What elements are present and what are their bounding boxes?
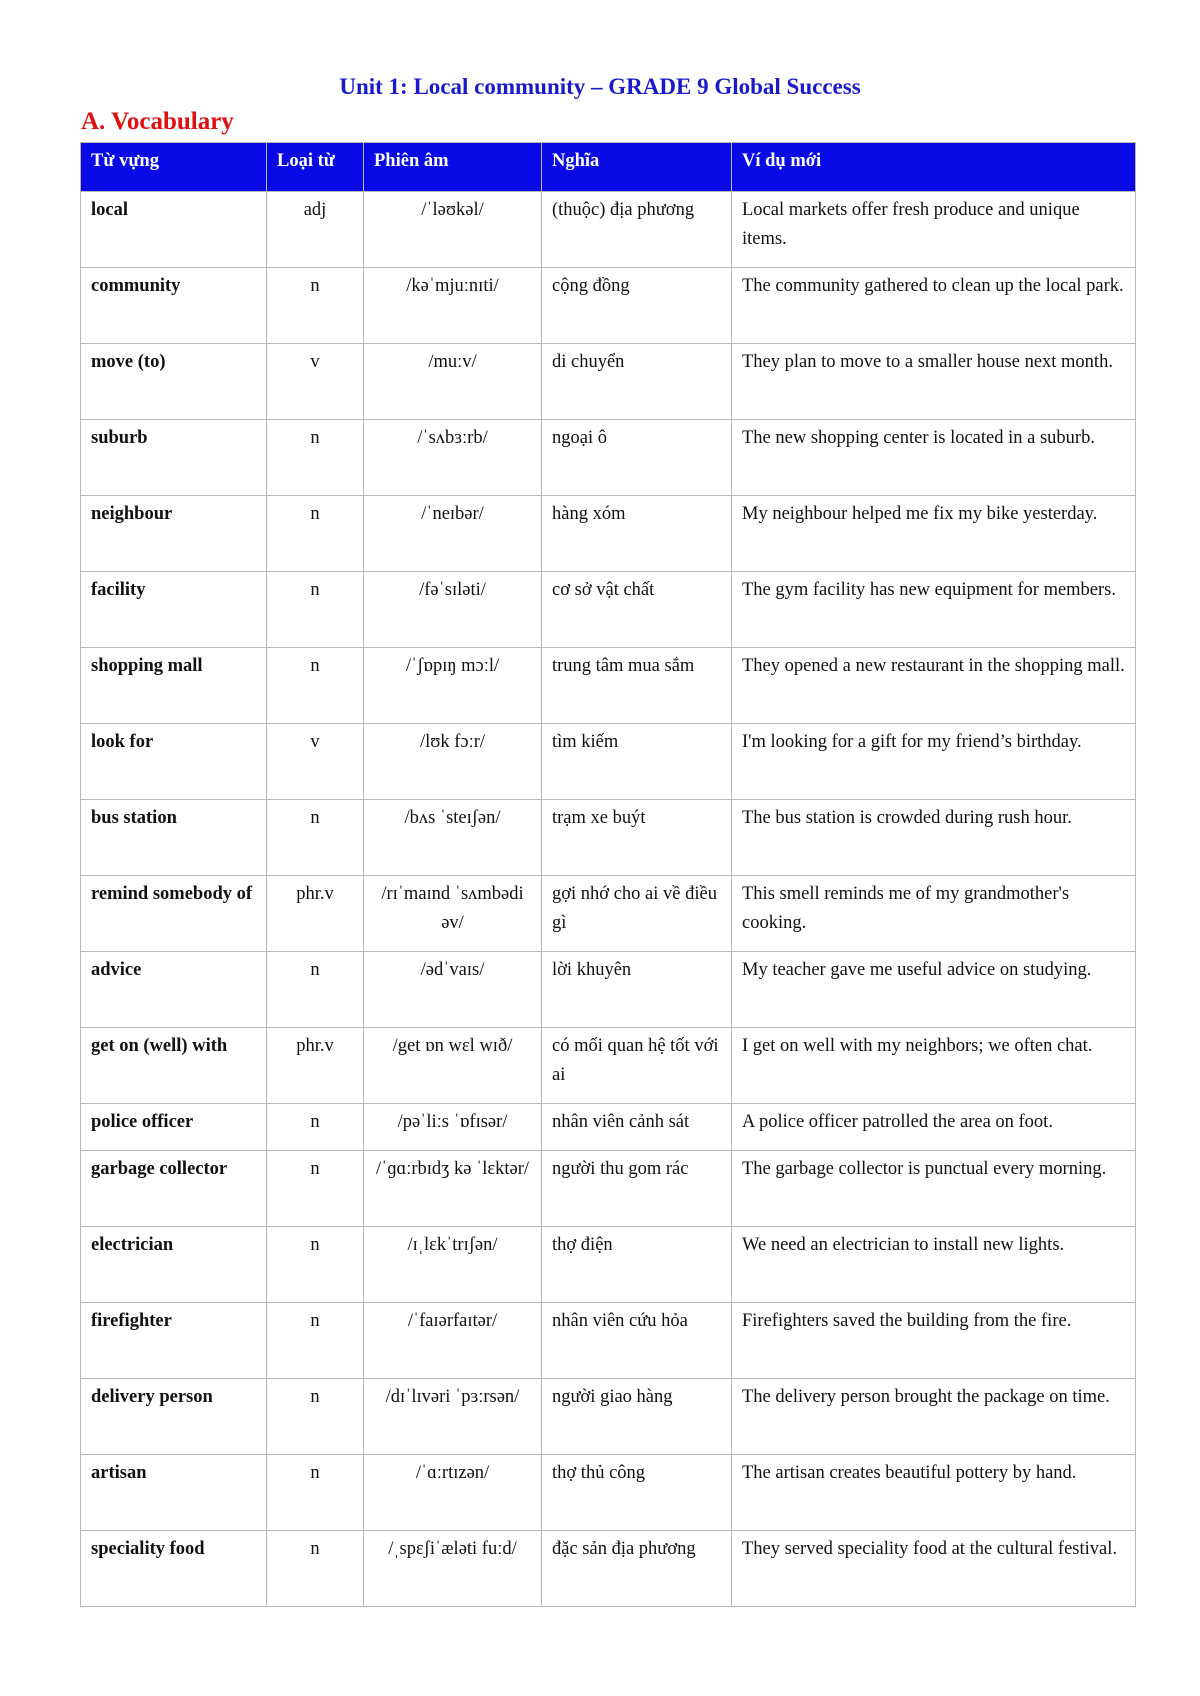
cell-meaning: hàng xóm [542,496,732,572]
table-row [81,724,1136,800]
cell-word: garbage collector [81,1151,267,1227]
cell-example: They served speciality food at the cultural festival. [732,1531,1136,1607]
table-row [81,192,1136,268]
cell-ipa: /ədˈvaɪs/ [364,952,542,1028]
column-header-word: Từ vựng [81,143,267,192]
cell-type: n [267,268,364,344]
cell-word: police officer [81,1104,267,1151]
cell-ipa: /bʌs ˈsteɪʃən/ [364,800,542,876]
table-row [81,1227,1136,1303]
cell-type: phr.v [267,1028,364,1104]
cell-meaning: nhân viên cảnh sát [542,1104,732,1151]
cell-word: artisan [81,1455,267,1531]
column-header-example: Ví dụ mới [732,143,1136,192]
cell-example: They opened a new restaurant in the shopping mall. [732,648,1136,724]
cell-example: The bus station is crowded during rush hour. [732,800,1136,876]
table-header-row [81,143,1136,192]
cell-ipa: /ˈneɪbər/ [364,496,542,572]
cell-type: n [267,572,364,648]
cell-type: phr.v [267,876,364,952]
cell-ipa: /kəˈmjuːnɪti/ [364,268,542,344]
table-row [81,1455,1136,1531]
cell-meaning: trung tâm mua sắm [542,648,732,724]
table-row [81,496,1136,572]
cell-example: We need an electrician to install new lights. [732,1227,1136,1303]
cell-example: This smell reminds me of my grandmother's cooking. [732,876,1136,952]
cell-meaning: di chuyển [542,344,732,420]
cell-meaning: cơ sở vật chất [542,572,732,648]
cell-ipa: /ˌspɛʃiˈæləti fuːd/ [364,1531,542,1607]
cell-word: firefighter [81,1303,267,1379]
cell-type: n [267,1151,364,1227]
table-row [81,1028,1136,1104]
cell-ipa: /ɪˌlɛkˈtrɪʃən/ [364,1227,542,1303]
cell-type: n [267,800,364,876]
table-row [81,648,1136,724]
cell-meaning: nhân viên cứu hỏa [542,1303,732,1379]
column-header-meaning: Nghĩa [542,143,732,192]
table-row [81,1104,1136,1151]
cell-ipa: /dɪˈlɪvəri ˈpɜːrsən/ [364,1379,542,1455]
cell-example: A police officer patrolled the area on foot. [732,1104,1136,1151]
cell-word: advice [81,952,267,1028]
section-heading: A. Vocabulary [81,108,234,135]
cell-example: The gym facility has new equipment for members. [732,572,1136,648]
column-header-ipa: Phiên âm [364,143,542,192]
cell-example: The artisan creates beautiful pottery by hand. [732,1455,1136,1531]
cell-type: n [267,420,364,496]
cell-word: neighbour [81,496,267,572]
cell-word: facility [81,572,267,648]
cell-example: The community gathered to clean up the local park. [732,268,1136,344]
cell-type: adj [267,192,364,268]
cell-word: bus station [81,800,267,876]
cell-type: n [267,1227,364,1303]
cell-type: n [267,1379,364,1455]
cell-type: n [267,1104,364,1151]
cell-meaning: cộng đồng [542,268,732,344]
cell-meaning: thợ thủ công [542,1455,732,1531]
table-row [81,800,1136,876]
cell-word: delivery person [81,1379,267,1455]
cell-meaning: người thu gom rác [542,1151,732,1227]
table-row [81,1379,1136,1455]
cell-ipa: /rɪˈmaɪnd ˈsʌmbədi əv/ [364,876,542,952]
cell-example: The delivery person brought the package on time. [732,1379,1136,1455]
cell-meaning: tìm kiếm [542,724,732,800]
cell-ipa: /ˈɑːrtɪzən/ [364,1455,542,1531]
cell-word: speciality food [81,1531,267,1607]
cell-meaning: gợi nhớ cho ai về điều gì [542,876,732,952]
cell-ipa: /ˈɡɑːrbɪdʒ kə ˈlɛktər/ [364,1151,542,1227]
table-row [81,344,1136,420]
cell-word: move (to) [81,344,267,420]
cell-type: v [267,724,364,800]
vocabulary-table [80,142,1136,1607]
column-header-type: Loại từ [267,143,364,192]
cell-type: n [267,648,364,724]
table-row [81,268,1136,344]
cell-ipa: /pəˈliːs ˈɒfɪsər/ [364,1104,542,1151]
cell-meaning: trạm xe buýt [542,800,732,876]
cell-ipa: /lʊk fɔːr/ [364,724,542,800]
cell-example: I get on well with my neighbors; we often chat. [732,1028,1136,1104]
cell-example: I'm looking for a gift for my friend’s birthday. [732,724,1136,800]
table-row [81,1151,1136,1227]
cell-type: n [267,1531,364,1607]
cell-word: community [81,268,267,344]
cell-word: shopping mall [81,648,267,724]
cell-type: n [267,1455,364,1531]
cell-ipa: /fəˈsɪləti/ [364,572,542,648]
cell-meaning: đặc sản địa phương [542,1531,732,1607]
cell-ipa: /ˈʃɒpɪŋ mɔːl/ [364,648,542,724]
cell-type: n [267,952,364,1028]
cell-type: n [267,496,364,572]
cell-example: They plan to move to a smaller house next month. [732,344,1136,420]
cell-example: Local markets offer fresh produce and unique items. [732,192,1136,268]
table-row [81,572,1136,648]
cell-meaning: có mối quan hệ tốt với ai [542,1028,732,1104]
cell-ipa: /ˈfaɪərfaɪtər/ [364,1303,542,1379]
cell-word: look for [81,724,267,800]
table-row [81,952,1136,1028]
table-row [81,420,1136,496]
cell-ipa: /muːv/ [364,344,542,420]
cell-word: local [81,192,267,268]
cell-meaning: thợ điện [542,1227,732,1303]
cell-ipa: /ˈsʌbɜːrb/ [364,420,542,496]
table-row [81,876,1136,952]
table-row [81,1531,1136,1607]
cell-word: remind somebody of [81,876,267,952]
cell-ipa: /get ɒn wɛl wɪð/ [364,1028,542,1104]
cell-example: The new shopping center is located in a suburb. [732,420,1136,496]
cell-type: n [267,1303,364,1379]
cell-meaning: ngoại ô [542,420,732,496]
cell-meaning: người giao hàng [542,1379,732,1455]
cell-word: electrician [81,1227,267,1303]
cell-word: get on (well) with [81,1028,267,1104]
cell-type: v [267,344,364,420]
cell-example: My teacher gave me useful advice on studying. [732,952,1136,1028]
table-row [81,1303,1136,1379]
cell-word: suburb [81,420,267,496]
cell-meaning: (thuộc) địa phương [542,192,732,268]
cell-example: The garbage collector is punctual every morning. [732,1151,1136,1227]
cell-example: My neighbour helped me fix my bike yesterday. [732,496,1136,572]
cell-example: Firefighters saved the building from the fire. [732,1303,1136,1379]
cell-meaning: lời khuyên [542,952,732,1028]
cell-ipa: /ˈləʊkəl/ [364,192,542,268]
document-title: Unit 1: Local community – GRADE 9 Global Success [339,74,861,99]
